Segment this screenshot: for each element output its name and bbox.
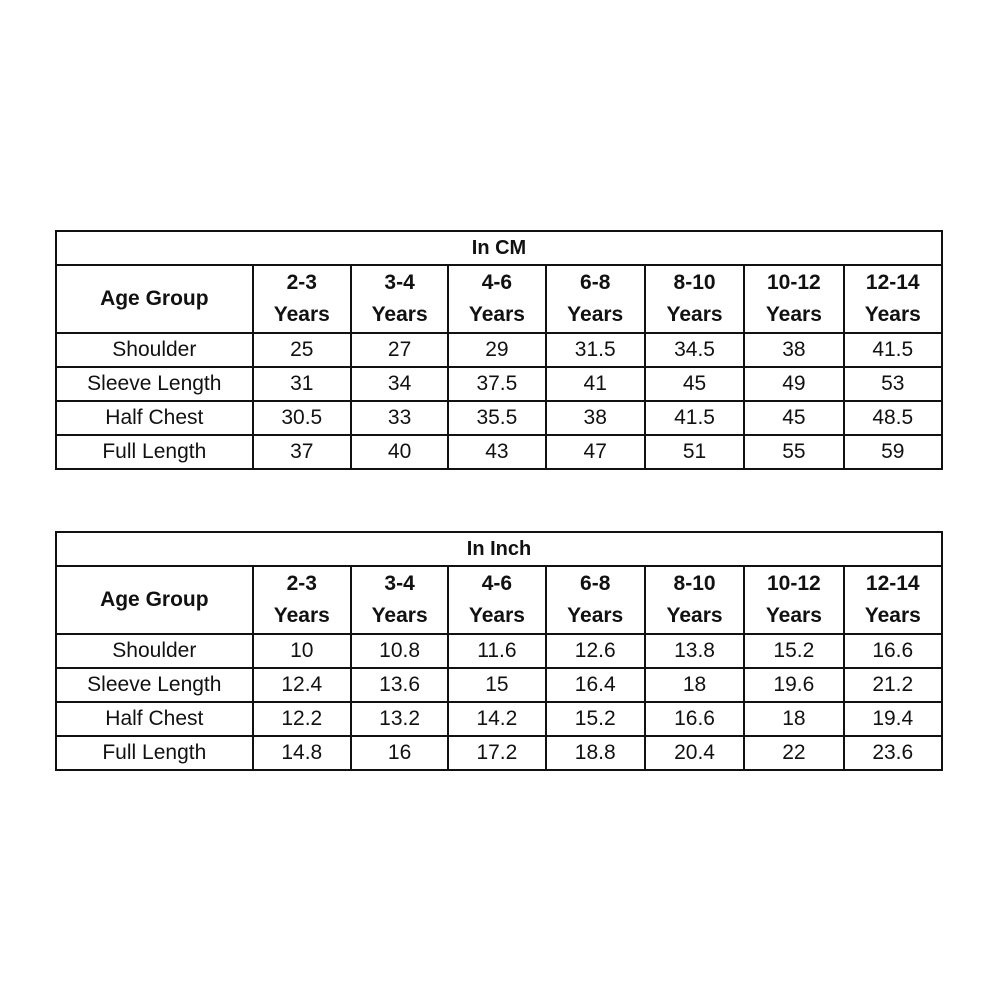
table-cell: 16.6 xyxy=(844,634,942,668)
column-header xyxy=(448,566,545,634)
table-cell: 10 xyxy=(253,634,351,668)
table-cell: 14.8 xyxy=(253,736,351,770)
table-cell: 45 xyxy=(645,367,744,401)
row-label: Full Length xyxy=(56,736,253,770)
table-cell: 22 xyxy=(744,736,843,770)
table-cell: 38 xyxy=(744,333,843,367)
table-cell: 29 xyxy=(448,333,545,367)
table-cell: 37.5 xyxy=(448,367,545,401)
column-header xyxy=(351,265,448,333)
table-cell: 27 xyxy=(351,333,448,367)
table-cell: 31.5 xyxy=(546,333,645,367)
age-range: 3-4 xyxy=(384,572,415,595)
table-cell: 25 xyxy=(253,333,351,367)
table-cell: 34 xyxy=(351,367,448,401)
table-cell: 15.2 xyxy=(744,634,843,668)
age-group-header: Age Group xyxy=(56,265,253,333)
table-cell: 23.6 xyxy=(844,736,942,770)
age-range: 12-14 xyxy=(865,572,920,595)
table-cell: 59 xyxy=(844,435,942,469)
table-cell: 51 xyxy=(645,435,744,469)
table-cell: 53 xyxy=(844,367,942,401)
age-range: 2-3 xyxy=(286,271,317,294)
age-unit: Years xyxy=(273,604,330,627)
table-cell: 48.5 xyxy=(844,401,942,435)
row-label: Half Chest xyxy=(56,702,253,736)
table-cell: 37 xyxy=(253,435,351,469)
table-cell: 16 xyxy=(351,736,448,770)
table-title: In Inch xyxy=(56,532,942,566)
row-label: Sleeve Length xyxy=(56,367,253,401)
table-cell: 41.5 xyxy=(844,333,942,367)
table-row xyxy=(56,736,942,770)
column-header xyxy=(448,265,545,333)
column-header xyxy=(744,566,843,634)
age-unit: Years xyxy=(468,303,525,326)
table-cell: 20.4 xyxy=(645,736,744,770)
column-header xyxy=(844,265,942,333)
row-label: Half Chest xyxy=(56,401,253,435)
table-cell: 45 xyxy=(744,401,843,435)
table-cell: 12.4 xyxy=(253,668,351,702)
table-cell: 55 xyxy=(744,435,843,469)
age-range: 8-10 xyxy=(673,572,716,595)
table-title-row xyxy=(56,231,942,265)
age-unit: Years xyxy=(567,604,624,627)
table-cell: 31 xyxy=(253,367,351,401)
table-row xyxy=(56,333,942,367)
column-header xyxy=(351,566,448,634)
table-row xyxy=(56,702,942,736)
table-cell: 18 xyxy=(645,668,744,702)
table-header-row xyxy=(56,566,942,634)
age-range: 2-3 xyxy=(286,572,317,595)
table-cell: 11.6 xyxy=(448,634,545,668)
table-cell: 19.6 xyxy=(744,668,843,702)
table-row xyxy=(56,668,942,702)
table-cell: 10.8 xyxy=(351,634,448,668)
size-table-cm xyxy=(55,230,943,470)
table-cell: 12.2 xyxy=(253,702,351,736)
table-cell: 49 xyxy=(744,367,843,401)
column-header xyxy=(744,265,843,333)
age-unit: Years xyxy=(666,604,723,627)
table-cell: 15 xyxy=(448,668,545,702)
table-title: In CM xyxy=(56,231,942,265)
table-cell: 14.2 xyxy=(448,702,545,736)
table-cell: 13.8 xyxy=(645,634,744,668)
table-cell: 38 xyxy=(546,401,645,435)
age-range: 6-8 xyxy=(580,572,611,595)
table-cell: 18.8 xyxy=(546,736,645,770)
column-header xyxy=(645,265,744,333)
size-table-inch xyxy=(55,531,943,771)
column-header xyxy=(546,265,645,333)
age-group-header: Age Group xyxy=(56,566,253,634)
table-title-row xyxy=(56,532,942,566)
age-range: 4-6 xyxy=(481,271,513,294)
table-cell: 16.6 xyxy=(645,702,744,736)
age-range: 6-8 xyxy=(580,271,611,294)
age-unit: Years xyxy=(864,604,921,627)
table-cell: 13.6 xyxy=(351,668,448,702)
table-cell: 30.5 xyxy=(253,401,351,435)
column-header xyxy=(844,566,942,634)
table-cell: 41 xyxy=(546,367,645,401)
age-unit: Years xyxy=(666,303,723,326)
row-label: Sleeve Length xyxy=(56,668,253,702)
table-cell: 40 xyxy=(351,435,448,469)
table-cell: 18 xyxy=(744,702,843,736)
table-cell: 41.5 xyxy=(645,401,744,435)
table-cell: 12.6 xyxy=(546,634,645,668)
age-unit: Years xyxy=(765,604,822,627)
table-row xyxy=(56,634,942,668)
age-range: 10-12 xyxy=(767,572,821,595)
table-cell: 35.5 xyxy=(448,401,545,435)
row-label: Full Length xyxy=(56,435,253,469)
age-unit: Years xyxy=(371,604,428,627)
table-cell: 34.5 xyxy=(645,333,744,367)
table-cell: 16.4 xyxy=(546,668,645,702)
age-range: 10-12 xyxy=(767,271,821,294)
table-row xyxy=(56,401,942,435)
table-row xyxy=(56,435,942,469)
age-range: 12-14 xyxy=(865,271,920,294)
row-label: Shoulder xyxy=(56,333,253,367)
table-row xyxy=(56,367,942,401)
age-unit: Years xyxy=(371,303,428,326)
age-unit: Years xyxy=(765,303,822,326)
table-cell: 43 xyxy=(448,435,545,469)
table-cell: 17.2 xyxy=(448,736,545,770)
age-range: 4-6 xyxy=(481,572,513,595)
table-cell: 15.2 xyxy=(546,702,645,736)
age-unit: Years xyxy=(567,303,624,326)
row-label: Shoulder xyxy=(56,634,253,668)
column-header xyxy=(253,566,351,634)
age-unit: Years xyxy=(864,303,921,326)
table-cell: 19.4 xyxy=(844,702,942,736)
column-header xyxy=(253,265,351,333)
table-cell: 13.2 xyxy=(351,702,448,736)
age-range: 8-10 xyxy=(673,271,716,294)
column-header xyxy=(546,566,645,634)
table-cell: 21.2 xyxy=(844,668,942,702)
table-cell: 47 xyxy=(546,435,645,469)
age-range: 3-4 xyxy=(384,271,415,294)
table-header-row xyxy=(56,265,942,333)
column-header xyxy=(645,566,744,634)
table-cell: 33 xyxy=(351,401,448,435)
age-unit: Years xyxy=(468,604,525,627)
age-unit: Years xyxy=(273,303,330,326)
